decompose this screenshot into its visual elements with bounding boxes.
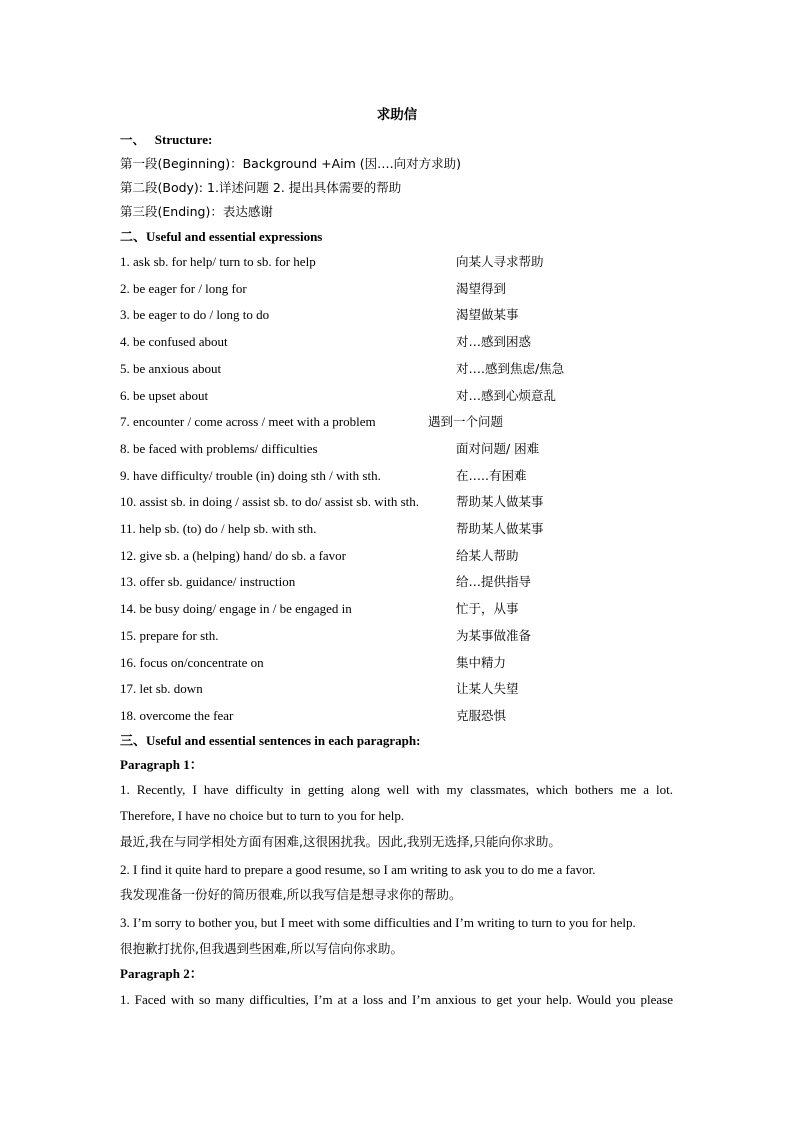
p1-sentence-1-translation: 最近,我在与同学相处方面有困难,这很困扰我。因此,我别无选择,只能向你求助。 xyxy=(120,834,561,849)
expression-en: 12. give sb. a (helping) hand/ do sb. a favor xyxy=(120,547,347,563)
p1-sentence-2: 2. I find it quite hard to prepare a good resume, so I am writing to ask you to do me a favor. xyxy=(120,862,596,877)
expression-en: 6. be upset about xyxy=(120,387,209,403)
expression-cn: 给某人帮助 xyxy=(456,547,519,563)
paragraph-1-label: Paragraph 1： xyxy=(120,757,203,772)
structure-heading-text: Structure: xyxy=(154,132,213,147)
expression-en: 1. ask sb. for help/ turn to sb. for help xyxy=(120,254,316,269)
paragraph-2-label: Paragraph 2： xyxy=(120,966,203,981)
expression-cn: 渴望做某事 xyxy=(456,307,519,323)
expression-cn: 为某事做准备 xyxy=(456,627,532,643)
expression-en: 5. be anxious about xyxy=(120,360,222,376)
expression-cn: 对…感到困惑 xyxy=(456,334,532,350)
structure-heading xyxy=(120,131,212,149)
expression-cn: 向某人寻求帮助 xyxy=(456,254,544,269)
expression-en: 3. be eager to do / long to do xyxy=(120,307,270,323)
expressions-heading: 二、Useful and essential expressions xyxy=(120,229,323,244)
expression-cn: 让某人失望 xyxy=(456,681,519,697)
expression-en: 16. focus on/concentrate on xyxy=(120,654,264,670)
expression-en: 18. overcome the fear xyxy=(120,707,234,723)
document-title: 求助信 xyxy=(376,107,418,123)
p1-sentence-3: 3. I’m sorry to bother you, but I meet with some difficulties and I’m writing to turn to you for help. xyxy=(120,915,636,930)
expression-cn: 面对问题/ 困难 xyxy=(456,440,540,456)
expression-en: 13. offer sb. guidance/ instruction xyxy=(120,574,296,590)
expression-en: 8. be faced with problems/ difficulties xyxy=(120,440,318,456)
expression-cn: 集中精力 xyxy=(456,654,507,670)
structure-paragraph-2: 第二段(Body): 1.详述问题 2. 提出具体需要的帮助 xyxy=(120,180,402,195)
structure-paragraph-1: 第一段(Beginning)：Background +Aim (因….向对方求助) xyxy=(120,156,462,171)
expression-cn: 渴望得到 xyxy=(456,280,507,296)
expression-cn: 在…..有困难 xyxy=(456,467,527,483)
expression-en: 17. let sb. down xyxy=(120,681,203,697)
expression-cn: 对…感到心烦意乱 xyxy=(456,387,557,403)
p1-sentence-1-line-1: 1. Recently, I have difficulty in getting along well with my classmates, which bothers me a lot. xyxy=(120,782,673,797)
expression-cn: 帮助某人做某事 xyxy=(456,521,544,536)
expression-en: 10. assist sb. in doing / assist sb. to do/ assist sb. with sth. xyxy=(120,494,420,510)
p1-sentence-1-line-2: Therefore, I have no choice but to turn to you for help. xyxy=(120,808,405,823)
structure-paragraph-3: 第三段(Ending)：表达感谢 xyxy=(120,204,273,219)
expression-en: 9. have difficulty/ trouble (in) doing sth / with sth. xyxy=(120,467,381,483)
expression-en: 15. prepare for sth. xyxy=(120,627,219,643)
expression-en: 2. be eager for / long for xyxy=(120,280,247,296)
expression-cn: 遇到一个问题 xyxy=(428,414,504,430)
expression-cn: 克服恐惧 xyxy=(456,707,507,723)
structure-heading-num: 一、 xyxy=(120,132,146,147)
p1-sentence-2-translation: 我发现准备一份好的简历很难,所以我写信是想寻求你的帮助。 xyxy=(120,887,462,902)
expression-cn: 忙于，从事 xyxy=(456,601,519,617)
p2-sentence-1-line-1: 1. Faced with so many difficulties, I’m at a loss and I’m anxious to get your help. Would you please xyxy=(120,992,673,1007)
expression-en: 14. be busy doing/ engage in / be engaged in xyxy=(120,601,352,617)
expression-en: 4. be confused about xyxy=(120,334,228,350)
expression-cn: 对….感到焦虑/焦急 xyxy=(456,360,565,376)
p1-sentence-3-translation: 很抱歉打扰你,但我遇到些困难,所以写信向你求助。 xyxy=(120,941,403,956)
expression-en: 11. help sb. (to) do / help sb. with sth. xyxy=(120,521,317,536)
expression-cn: 帮助某人做某事 xyxy=(456,494,544,510)
sentences-heading: 三、Useful and essential sentences in each paragraph: xyxy=(120,733,421,748)
expression-cn: 给…提供指导 xyxy=(456,574,532,590)
expression-en: 7. encounter / come across / meet with a problem xyxy=(120,414,376,430)
